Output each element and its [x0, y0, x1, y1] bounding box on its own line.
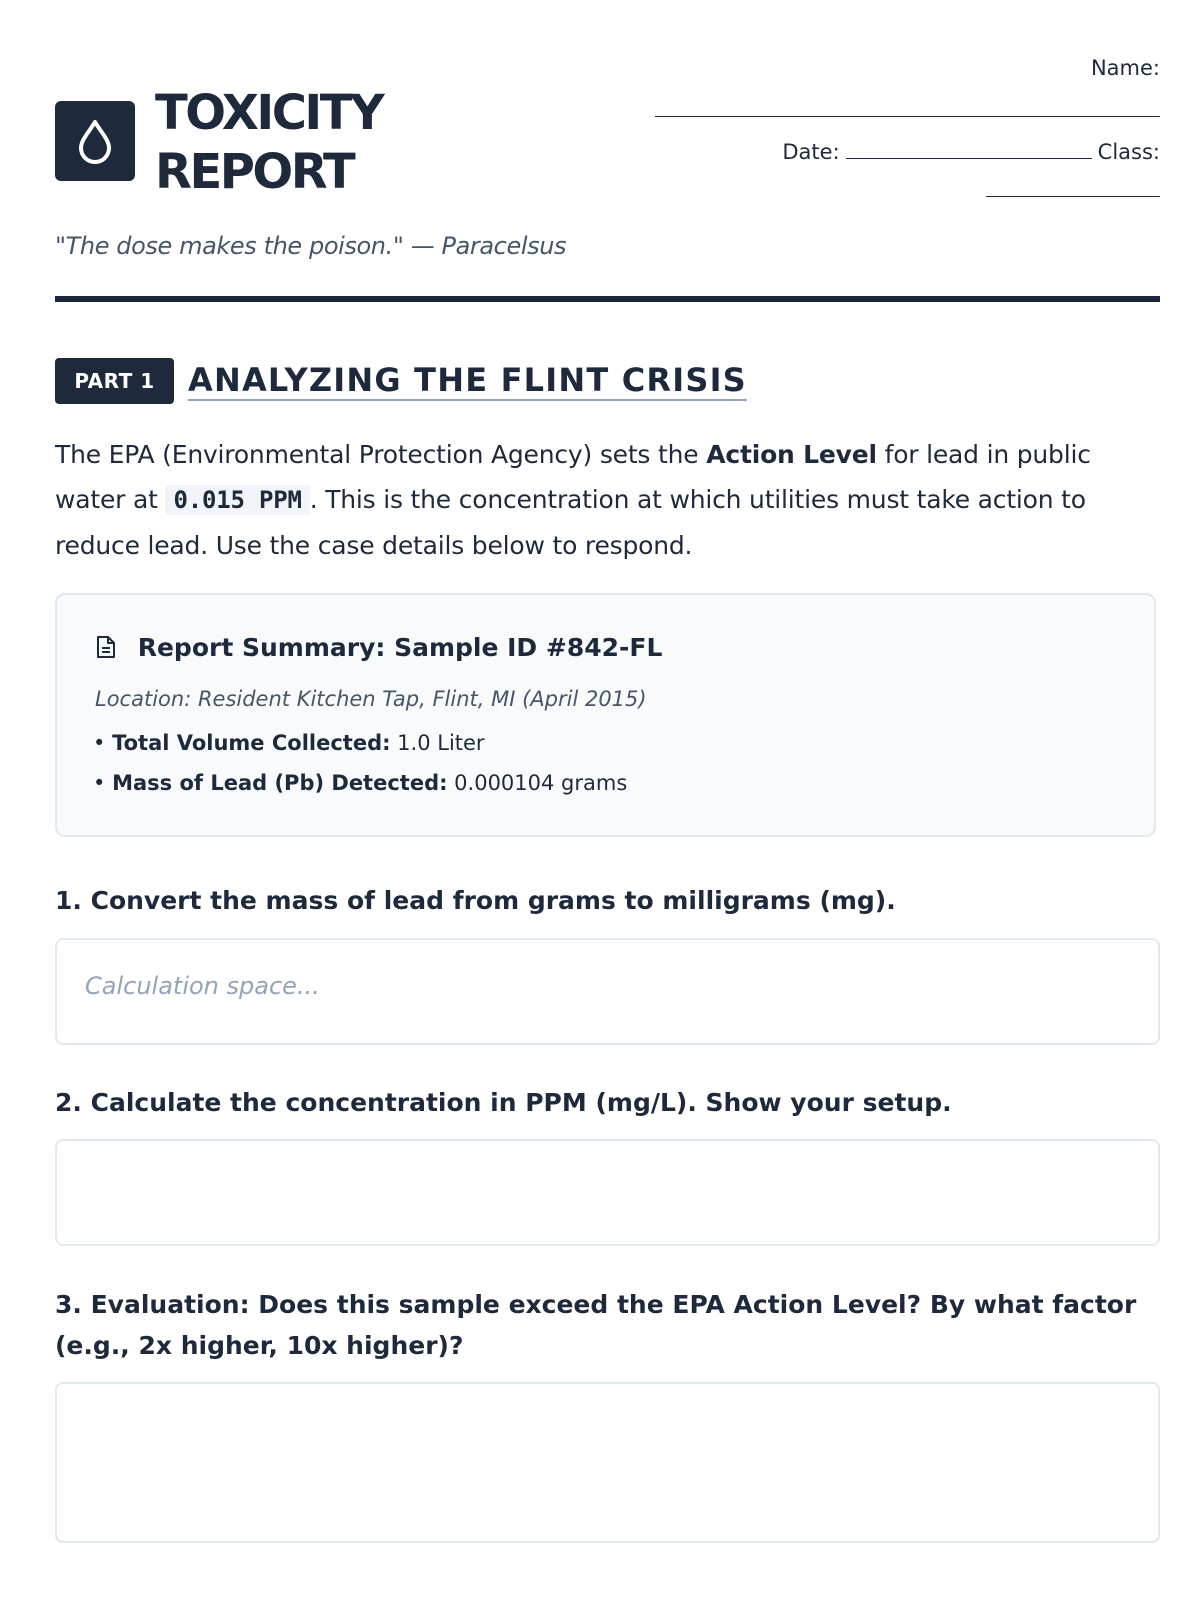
part-title: ANALYZING THE FLINT CRISIS [188, 361, 747, 399]
action-level-term: Action Level [706, 440, 877, 469]
date-label: Date: [782, 140, 840, 164]
report-title [155, 84, 382, 202]
summary-title-row [95, 633, 662, 662]
report-header [55, 0, 1160, 300]
answer-1-field[interactable] [55, 938, 1160, 1045]
report-title-line2: REPORT [155, 144, 354, 200]
part-badge: PART 1 [55, 358, 174, 404]
detail-lead-mass-label: Mass of Lead (Pb) Detected: [112, 771, 448, 795]
header-divider [55, 296, 1160, 302]
paracelsus-quote: "The dose makes the poison." — Paracelsus [55, 232, 567, 260]
date-class-row [782, 138, 1160, 164]
student-info-fields [640, 56, 1160, 164]
intro-text-1: The EPA (Environmental Protection Agency) sets the [55, 440, 707, 469]
sample-location: Location: Resident Kitchen Tap, Flint, MI (April 2015) [95, 687, 647, 711]
question-2: 2. Calculate the concentration in PPM (mg/L). Show your setup. [55, 1088, 952, 1117]
answer-2-field[interactable] [55, 1139, 1160, 1246]
detail-lead-mass-value: 0.000104 grams [447, 771, 628, 795]
report-summary-card [55, 593, 1156, 837]
detail-volume: • Total Volume Collected: 1.0 Liter [93, 731, 485, 755]
document-icon [95, 633, 138, 662]
logo [55, 101, 135, 181]
question-3: 3. Evaluation: Does this sample exceed the EPA Action Level? By what factor (e.g., 2x higher, 10x higher)? [55, 1290, 1137, 1360]
date-field[interactable] [846, 138, 1092, 159]
detail-volume-value: 1.0 Liter [390, 731, 485, 755]
answer-3-field[interactable] [55, 1382, 1160, 1543]
detail-volume-label: Total Volume Collected: [112, 731, 391, 755]
class-label: Class: [1097, 140, 1160, 164]
name-field[interactable] [655, 116, 1160, 117]
question-1: 1. Convert the mass of lead from grams to milligrams (mg). [55, 886, 896, 915]
intro-text-2: for lead in public water at [55, 440, 1091, 514]
name-label: Name: [1090, 56, 1160, 80]
detail-lead-mass: • Mass of Lead (Pb) Detected: 0.000104 grams [93, 771, 628, 795]
summary-title: Report Summary: Sample ID #842-FL [137, 633, 663, 662]
report-title-line1: TOXICITY [155, 85, 383, 141]
intro-text-3: . This is the concentration at which utilities must take action to reduce lead. Use the case details below to respond. [55, 485, 1086, 560]
intro-paragraph [55, 432, 1160, 568]
action-level-value: 0.015 PPM [165, 485, 309, 515]
class-field[interactable] [986, 196, 1160, 197]
